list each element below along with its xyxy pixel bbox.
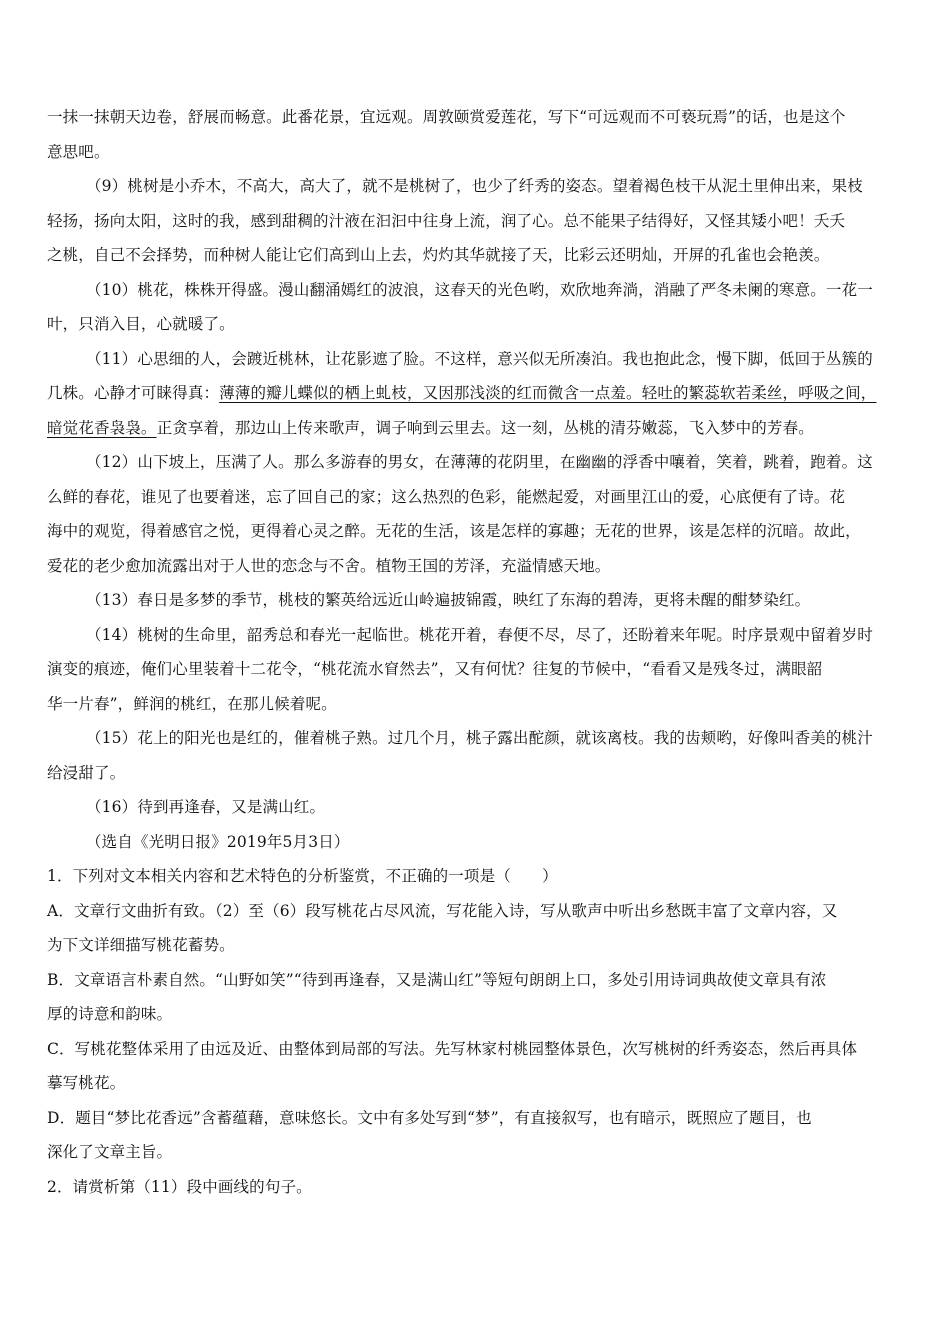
text-line: （15）花上的阳光也是红的，催着桃子熟。过几个月，桃子露出酡颜，就该离枝。我的齿颊哟，好像叫香美的桃汁 (86, 729, 873, 747)
paragraphs-part2 (47, 445, 915, 1204)
text-line: （9）桃树是小乔木，不高大，高大了，就不是桃树了，也少了纤秀的姿态。望着褐色枝干从泥土里伸出来，果枝 (86, 177, 863, 195)
paragraphs-part1 (47, 100, 915, 376)
option-a-cont: 为下文详细描写桃花蓄势。 (47, 936, 235, 954)
text-line: （11）心思细的人，会踱近桃林，让花影遮了脸。不这样，意兴似无所凑泊。我也抱此念，慢下脚，低回于丛簇的 (86, 349, 873, 368)
underlined-sentence: 暗觉花香袅袅。 (47, 418, 157, 437)
question-2: 2．请赏析第（11）段中画线的句子。 (47, 1177, 312, 1196)
option-b-cont: 厚的诗意和韵味。 (47, 1005, 173, 1023)
text-line: 轻扬，扬向太阳，这时的我，感到甜稠的汁液在汩汩中往身上流，润了心。总不能果子结得好，又怪其矮小吧！夭夭 (47, 211, 846, 230)
text-line: （12）山下坡上，压满了人。那么多游春的男女，在薄薄的花阴里，在幽幽的浮香中嚷着，笑着，跳着，跑着。这 (86, 453, 873, 471)
text-line (47, 376, 915, 411)
text-line: 演变的痕迹，俺们心里装着十二花令，“桃花流水窅然去”，又有何忧？往复的节候中，“看看又是残冬过，满眼韶 (47, 660, 823, 678)
text-line: 意思吧。 (47, 142, 110, 161)
text-line (47, 411, 915, 446)
text-line: 叶，只消入目，心就暖了。 (47, 315, 235, 333)
question-1: 1．下列对文本相关内容和艺术特色的分析鉴赏，不正确的一项是（ ） (47, 867, 558, 885)
option-d-cont: 深化了文章主旨。 (47, 1143, 173, 1161)
option-c-cont: 摹写桃花。 (47, 1074, 126, 1092)
option-d: D．题目“梦比花香远”含蓄蕴藉，意味悠长。文中有多处写到“梦”，有直接叙写，也有暗示，既照应了题目，也 (47, 1108, 812, 1127)
text-line: （16）待到再逢春，又是满山红。 (86, 798, 326, 816)
text-line: 么鲜的春花，谁见了也要着迷，忘了回自己的家；这么热烈的色彩，能燃起爱，对画里江山的爱，心底便有了诗。花 (47, 487, 846, 506)
source-citation: （选自《光明日报》2019年5月3日） (86, 832, 350, 851)
plain-text: 几株。心静才可睐得真： (47, 384, 220, 402)
paragraph-11-underlined (47, 376, 915, 445)
text-line: 一抹一抹朝天边卷，舒展而畅意。此番花景，宜远观。周敦颐赏爱莲花，写下“可远观而不可亵玩焉”的话，也是这个 (47, 108, 846, 126)
underlined-sentence: 薄薄的瓣儿蝶似的栖上虬枝，又因那浅淡的红而微含一点羞。轻吐的繁蕊软若柔丝，呼吸之间， (219, 384, 877, 402)
option-b: B．文章语言朴素自然。“山野如笑”“待到再逢春，又是满山红”等短句朗朗上口，多处引用诗词典故使文章具有浓 (47, 970, 827, 989)
document-page (47, 100, 915, 1204)
text-line: 之桃，自己不会择势，而种树人能让它们高到山上去，灼灼其华就接了天，比彩云还明灿，开屏的孔雀也会艳羡。 (47, 246, 830, 264)
plain-text: 正贪享着，那边山上传来歌声，调子响到云里去。这一刻，丛桃的清芬嫩蕊，飞入梦中的芳春。 (156, 418, 814, 437)
text-line: 给浸甜了。 (47, 763, 126, 782)
text-line: （14）桃树的生命里，韶秀总和春光一起临世。桃花开着，春便不尽，尽了，还盼着来年呢。时序景观中留着岁时 (86, 625, 873, 644)
option-c: C．写桃花整体采用了由远及近、由整体到局部的写法。先写林家村桃园整体景色，次写桃树的纤秀姿态，然后再具体 (47, 1039, 858, 1058)
option-a: A．文章行文曲折有致。（2）至（6）段写桃花占尽风流，写花能入诗，写从歌声中听出乡愁既丰富了文章内容，又 (47, 901, 838, 920)
text-line: 爱花的老少愈加流露出对于人世的恋念与不舍。植物王国的芳泽，充溢情感天地。 (47, 556, 611, 575)
text-line: 华一片春”，鲜润的桃红，在那儿候着呢。 (47, 694, 337, 713)
text-line: （10）桃花，株株开得盛。漫山翻涌嫣红的波浪，这春天的光色哟，欢欣地奔淌，消融了严冬未阑的寒意。一花一 (86, 280, 873, 299)
text-line: 海中的观览，得着感官之悦，更得着心灵之醉。无花的生活，该是怎样的寡趣；无花的世界，该是怎样的沉暗。故此， (47, 522, 861, 540)
text-line: （13）春日是多梦的季节，桃枝的繁英给远近山岭遍披锦霞，映红了东海的碧涛，更将未醒的酣梦染红。 (86, 591, 811, 609)
